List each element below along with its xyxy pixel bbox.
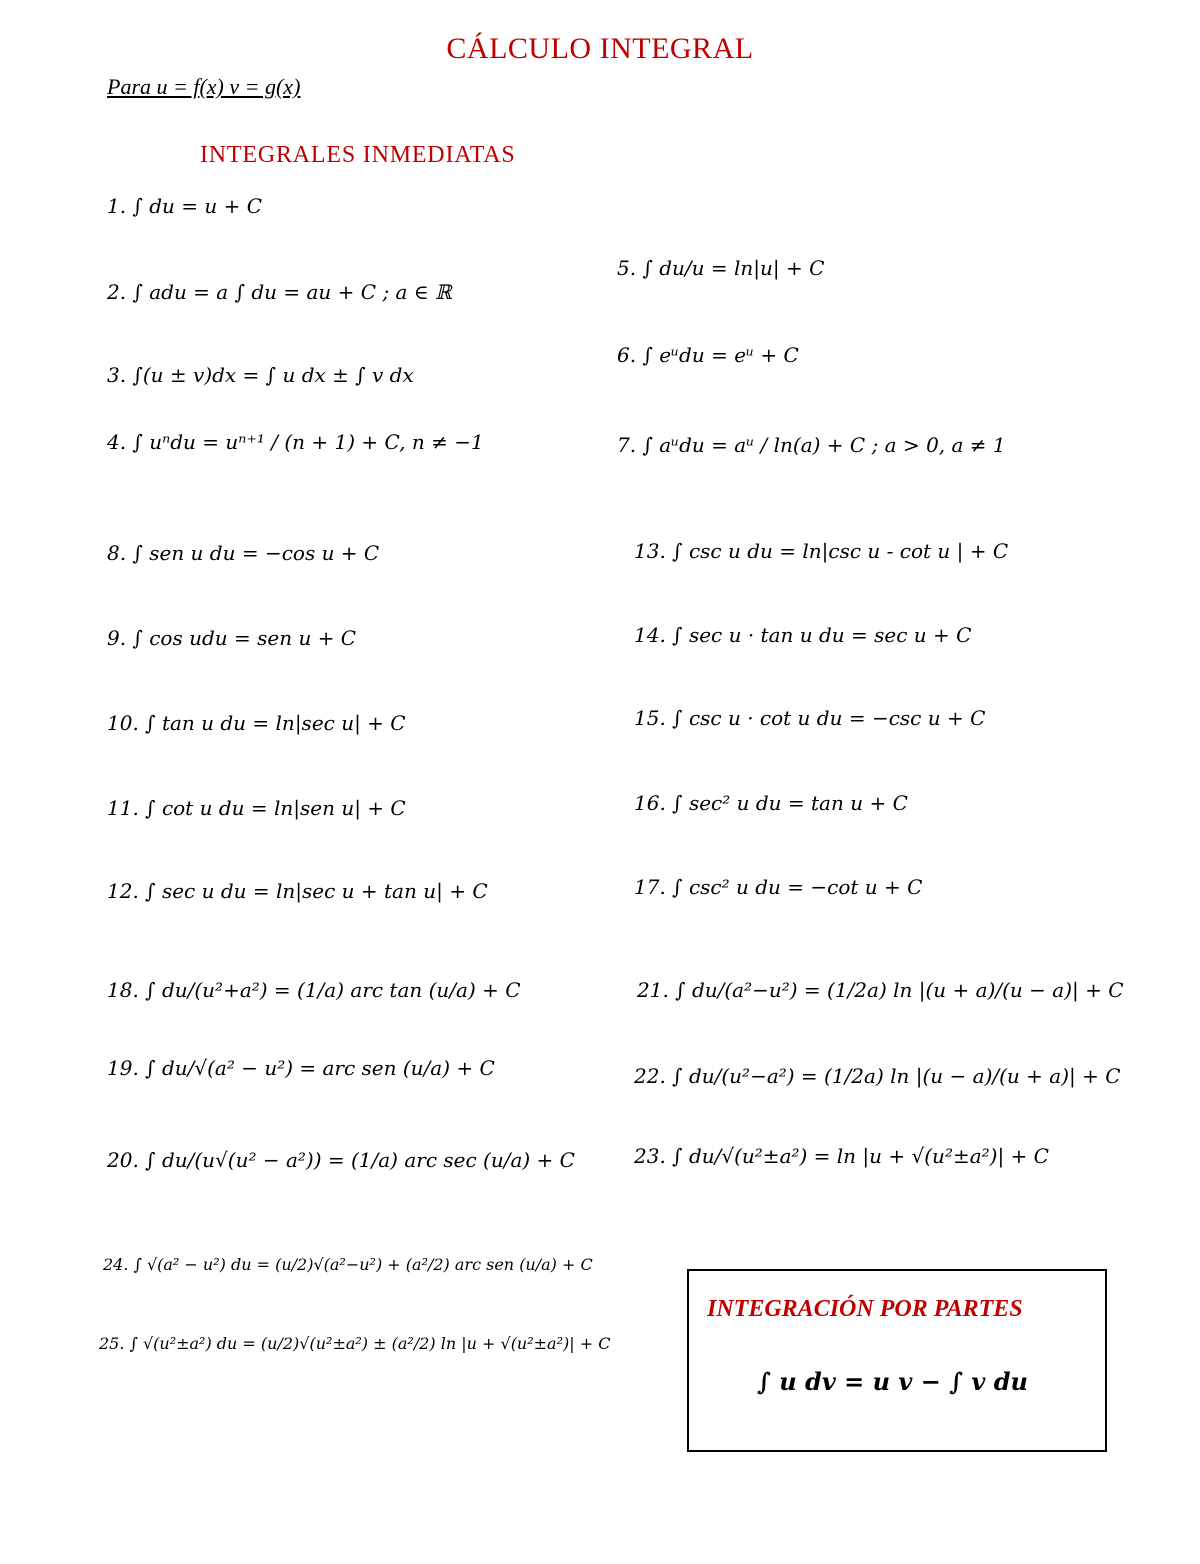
formula-22: 22. ∫ du/(u²−a²) = (1/2a) ln |(u − a)/(u + a)| + C [634,1064,1121,1088]
formula-20: 20. ∫ du/(u√(u² − a²)) = (1/a) arc sec (u/a) + C [107,1148,575,1172]
formula-21: 21. ∫ du/(a²−u²) = (1/2a) ln |(u + a)/(u − a)| + C [637,978,1124,1002]
formula-9: 9. ∫ cos udu = sen u + C [107,626,357,650]
variable-definition: Para u = f(x) v = g(x) [107,74,301,99]
formula-11: 11. ∫ cot u du = ln|sen u| + C [107,796,406,820]
formula-2: 2. ∫ adu = a ∫ du = au + C ; a ∈ ℝ [107,280,452,304]
page-title: CÁLCULO INTEGRAL [446,32,754,65]
formula-8: 8. ∫ sen u du = −cos u + C [107,541,380,565]
formula-6: 6. ∫ eᵘdu = eᵘ + C [617,343,799,367]
formula-7: 7. ∫ aᵘdu = aᵘ / ln(a) + C ; a > 0, a ≠ 1 [617,433,1006,457]
formula-19: 19. ∫ du/√(a² − u²) = arc sen (u/a) + C [107,1056,495,1080]
formula-13: 13. ∫ csc u du = ln|csc u - cot u | + C [634,539,1009,563]
formula-24: 24. ∫ √(a² − u²) du = (u/2)√(a²−u²) + (a²/2) arc sen (u/a) + C [103,1255,593,1274]
formula-18: 18. ∫ du/(u²+a²) = (1/a) arc tan (u/a) + C [107,978,521,1002]
integration-by-parts-title: INTEGRACIÓN POR PARTES [707,1296,1023,1322]
formula-16: 16. ∫ sec² u du = tan u + C [634,791,908,815]
formula-12: 12. ∫ sec u du = ln|sec u + tan u| + C [107,879,488,903]
formula-25: 25. ∫ √(u²±a²) du = (u/2)√(u²±a²) ± (a²/2) ln |u + √(u²±a²)| + C [99,1334,611,1353]
formula-17: 17. ∫ csc² u du = −cot u + C [634,875,923,899]
integration-by-parts-formula: ∫ u dv = u v − ∫ v du [757,1367,1028,1396]
formula-3: 3. ∫(u ± v)dx = ∫ u dx ± ∫ v dx [107,363,414,387]
formula-15: 15. ∫ csc u · cot u du = −csc u + C [634,706,986,730]
formula-10: 10. ∫ tan u du = ln|sec u| + C [107,711,406,735]
formula-4: 4. ∫ uⁿdu = uⁿ⁺¹ / (n + 1) + C, n ≠ −1 [107,430,484,454]
formula-14: 14. ∫ sec u · tan u du = sec u + C [634,623,972,647]
formula-5: 5. ∫ du/u = ln|u| + C [617,256,825,280]
formula-23: 23. ∫ du/√(u²±a²) = ln |u + √(u²±a²)| + C [634,1144,1049,1168]
section-title: INTEGRALES INMEDIATAS [200,142,516,168]
formula-1: 1. ∫ du = u + C [107,194,263,218]
